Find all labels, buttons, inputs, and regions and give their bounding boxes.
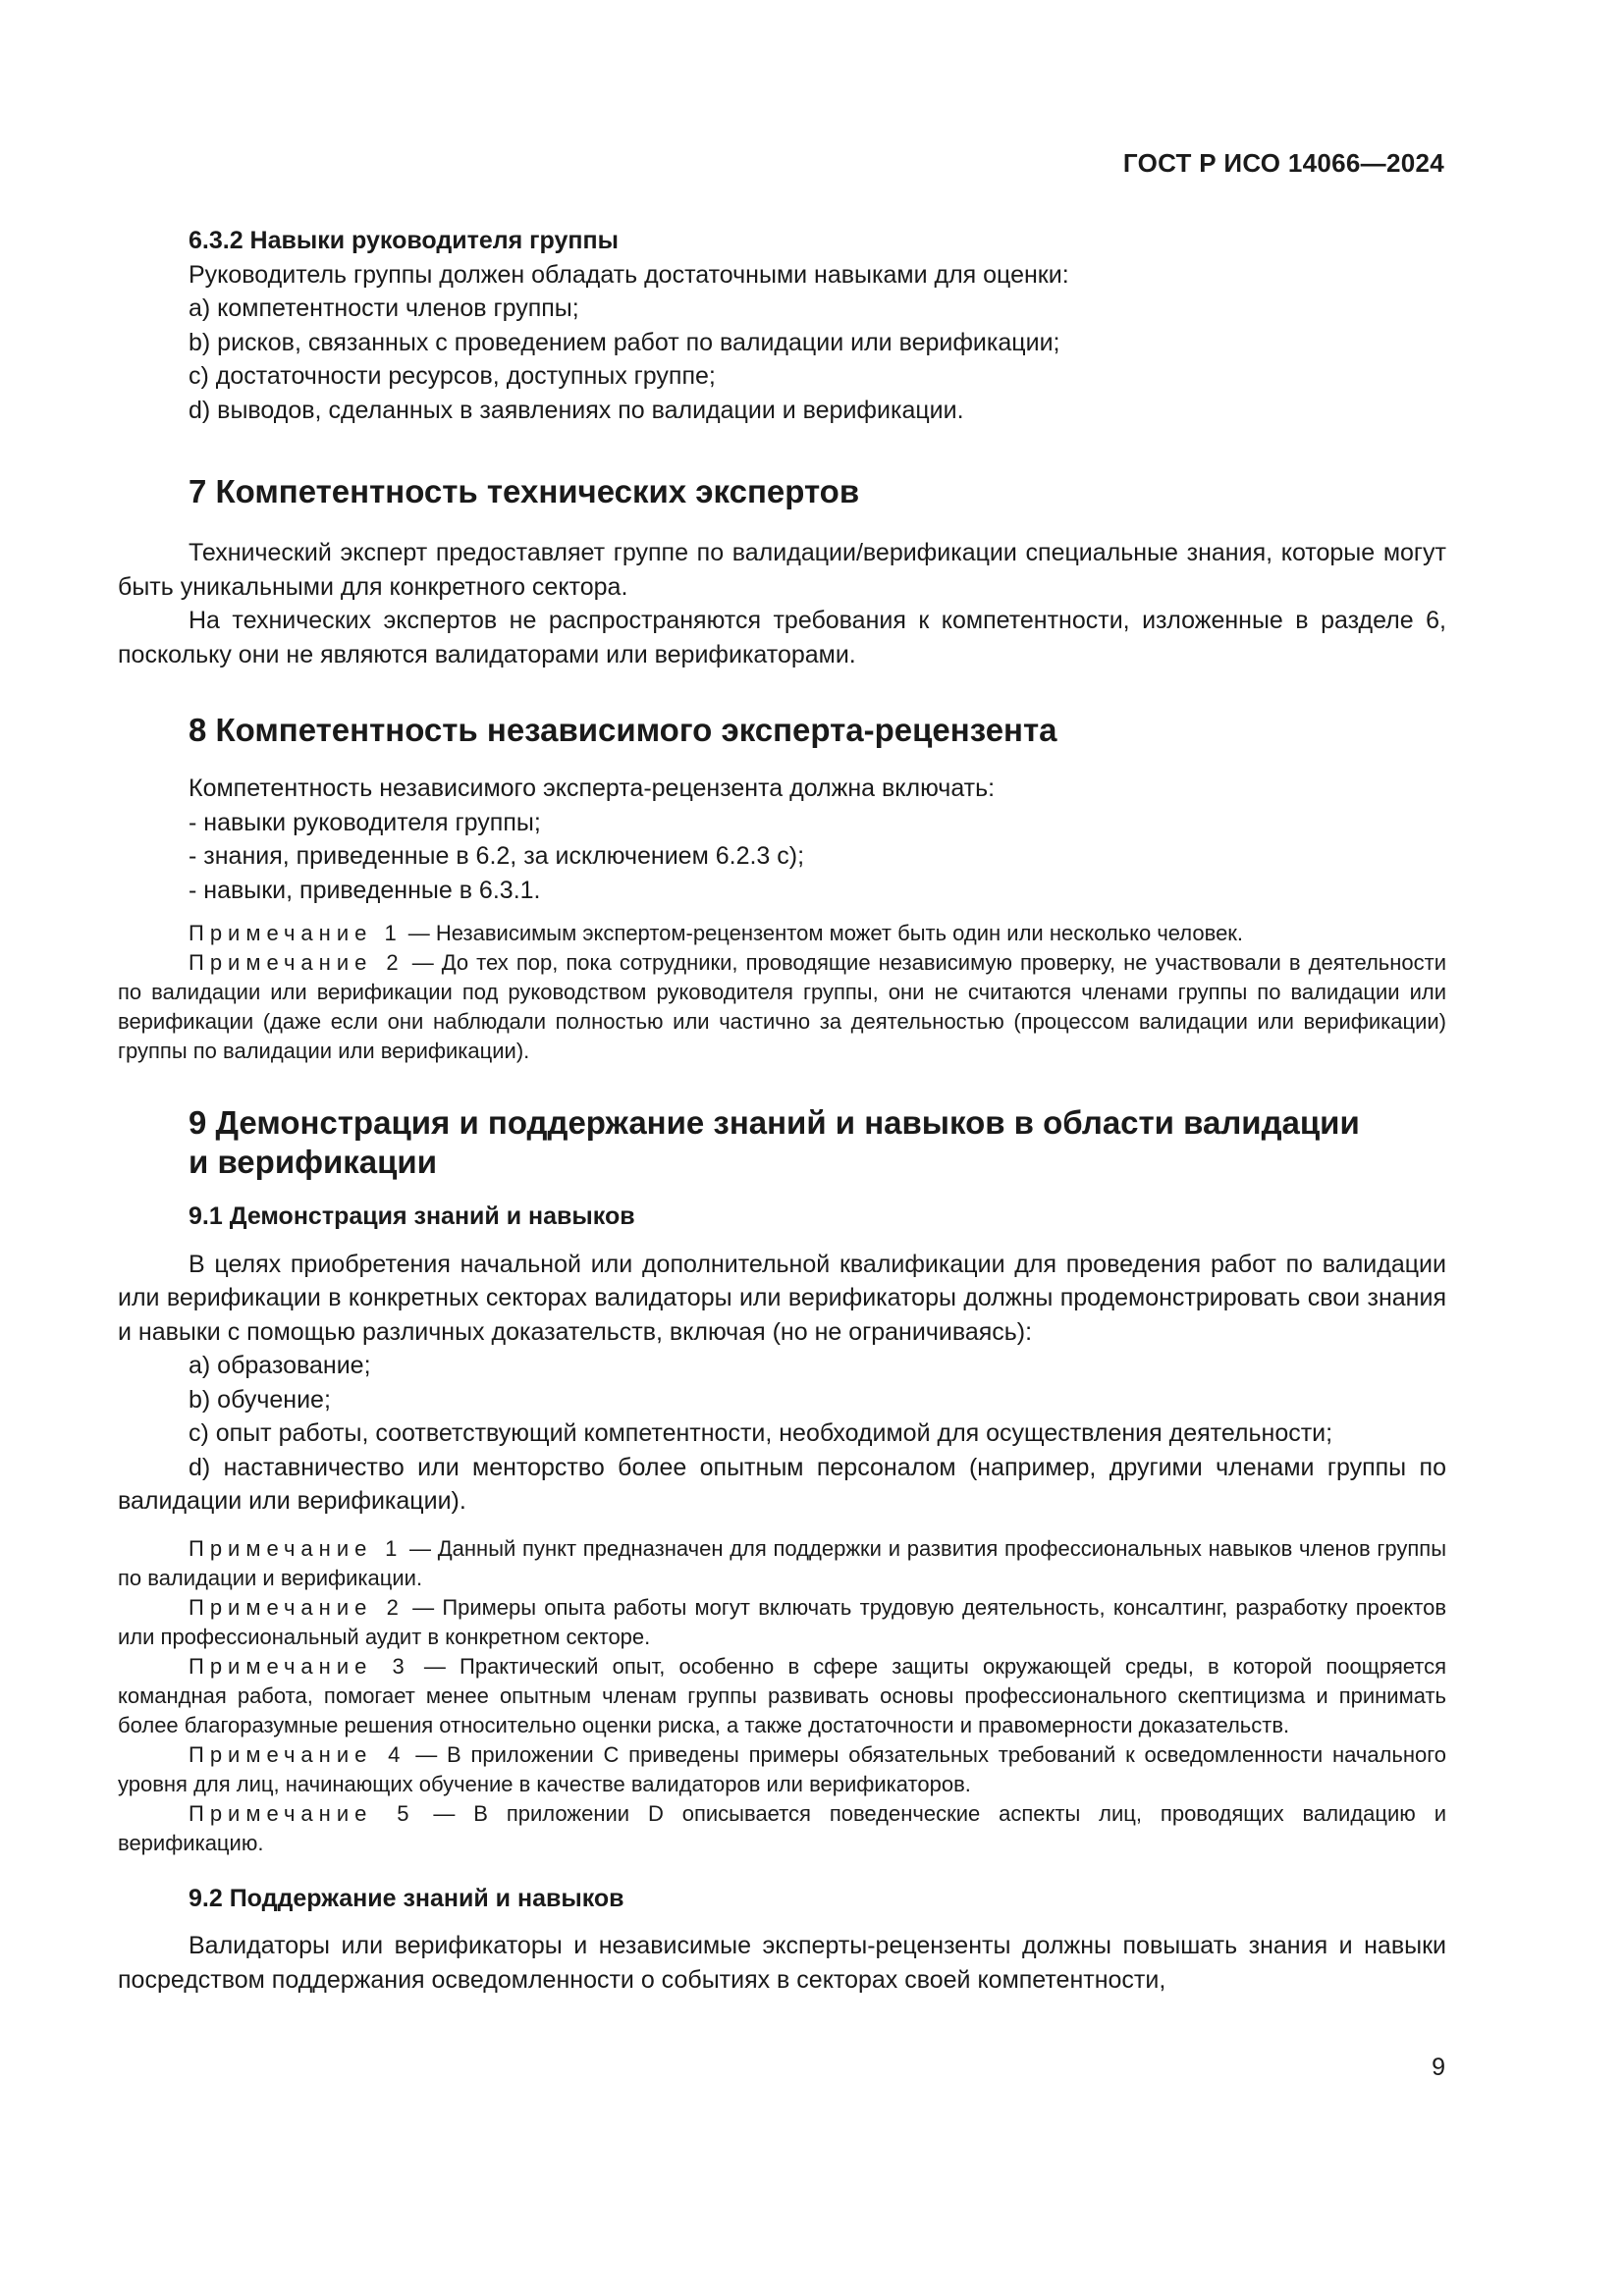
list-item: - навыки руководителя группы; — [189, 808, 541, 836]
list-item: - навыки, приведенные в 6.3.1. — [189, 876, 541, 904]
note — [118, 1652, 1446, 1740]
note-label: Примечание 3 — [189, 1653, 410, 1679]
note-label: Примечание 2 — [189, 1594, 405, 1620]
list-item: а) образование; — [189, 1352, 371, 1379]
note — [118, 948, 1446, 1066]
subsection-heading-9-1: 9.1 Демонстрация знаний и навыков — [189, 1202, 635, 1230]
note — [118, 919, 1446, 948]
note-text: — В приложении С приведены примеры обязательных требований к осведомленности начального уровня для лиц, начинающих обучение в качестве валидаторов или верификаторов. — [118, 1741, 1447, 1796]
note-text: — Данный пункт предназначен для поддержки и развития профессиональных навыков членов группы по валидации и верификации. — [118, 1535, 1447, 1590]
note-text: — Практический опыт, особенно в сфере защиты окружающей среды, в которой поощряется командная работа, помогает менее опытным членам группы развивать основы профессионального скептицизма и принимать более благоразумные решения относительно оценки риска, а также достаточности и правомерности доказательств. — [118, 1653, 1447, 1737]
paragraph: Компетентность независимого эксперта-рецензента должна включать: — [189, 774, 996, 802]
list-item: - знания, приведенные в 6.2, за исключением 6.2.3 с); — [189, 842, 805, 870]
paragraph: Руководитель группы должен обладать достаточными навыками для оценки: — [189, 260, 1069, 289]
note-label: Примечание 1 — [189, 1535, 404, 1561]
section-heading-8: 8 Компетентность независимого эксперта-рецензента — [189, 712, 1057, 748]
page-content — [118, 224, 1446, 1997]
paragraph: На технических экспертов не распространяются требования к компетентности, изложенные в разделе 6, поскольку они не являются валидаторами или верификаторами. — [118, 607, 1446, 668]
note-text: — Примеры опыта работы могут включать трудовую деятельность, консалтинг, разработку проектов или профессиональный аудит в конкретном секторе. — [118, 1594, 1447, 1649]
note — [118, 1593, 1446, 1652]
paragraph: Валидаторы или верификаторы и независимые эксперты-рецензенты должны повышать знания и навыки посредством поддержания осведомленности о событиях в секторах своей компетентности, — [118, 1932, 1446, 1994]
section-heading-9 — [118, 1103, 1446, 1182]
note-label: Примечание 2 — [189, 950, 405, 975]
paragraph: В целях приобретения начальной или дополнительной квалификации для проведения работ по валидации или верификации в конкретных секторах валидаторы или верификаторы должны продемонстрировать свои знания и навыки с помощью различных доказательств, включая (но не ограничиваясь): — [118, 1250, 1446, 1346]
note-text: — В приложении D описывается поведенческие аспекты лиц, проводящих валидацию и верификацию. — [118, 1800, 1446, 1855]
list-item: с) опыт работы, соответствующий компетентности, необходимой для осуществления деятельности; — [189, 1419, 1333, 1447]
note-label: Примечание 5 — [189, 1800, 415, 1826]
list-item: b) рисков, связанных с проведением работ по валидации или верификации; — [189, 328, 1060, 356]
note-label: Примечание 4 — [189, 1741, 406, 1767]
note-text: — До тех пор, пока сотрудники, проводящие независимую проверку, не участвовали в деятельности по валидации или верификации под руководством руководителя группы, они не считаются членами группы по валидации или верификации (даже если они наблюдали полностью или частично за деятельностью (процессом валидации или верификации) группы по валидации или верификации). — [118, 950, 1446, 1063]
section-heading-7: 7 Компетентность технических экспертов — [189, 473, 860, 509]
list-item: b) обучение; — [189, 1385, 331, 1414]
subsection-heading-6-3-2: 6.3.2 Навыки руководителя группы — [189, 227, 619, 254]
section-heading-9-line-1: 9 Демонстрация и поддержание знаний и навыков в области валидации — [189, 1104, 1360, 1141]
list-item: d) наставничество или менторство более опытным персоналом (например, другими членами группы по валидации или верификации). — [118, 1453, 1446, 1515]
section-heading-9-line-2: и верификации — [189, 1144, 437, 1180]
paragraph: Технический эксперт предоставляет группе по валидации/верификации специальные знания, которые могут быть уникальными для конкретного сектора. — [118, 539, 1446, 601]
list-item: d) выводов, сделанных в заявлениях по валидации и верификации. — [189, 396, 964, 424]
page-number: 9 — [1432, 2054, 1445, 2081]
list-item: с) достаточности ресурсов, доступных группе; — [189, 362, 716, 390]
subsection-heading-9-2: 9.2 Поддержание знаний и навыков — [189, 1884, 624, 1912]
note — [118, 1740, 1446, 1799]
list-item: а) компетентности членов группы; — [189, 294, 579, 322]
note — [118, 1534, 1446, 1593]
note-label: Примечание 1 — [189, 921, 403, 945]
note-text: — Независимым экспертом-рецензентом может быть один или несколько человек. — [402, 921, 1244, 945]
document-code: ГОСТ Р ИСО 14066—2024 — [1122, 148, 1444, 178]
note — [118, 1799, 1446, 1858]
